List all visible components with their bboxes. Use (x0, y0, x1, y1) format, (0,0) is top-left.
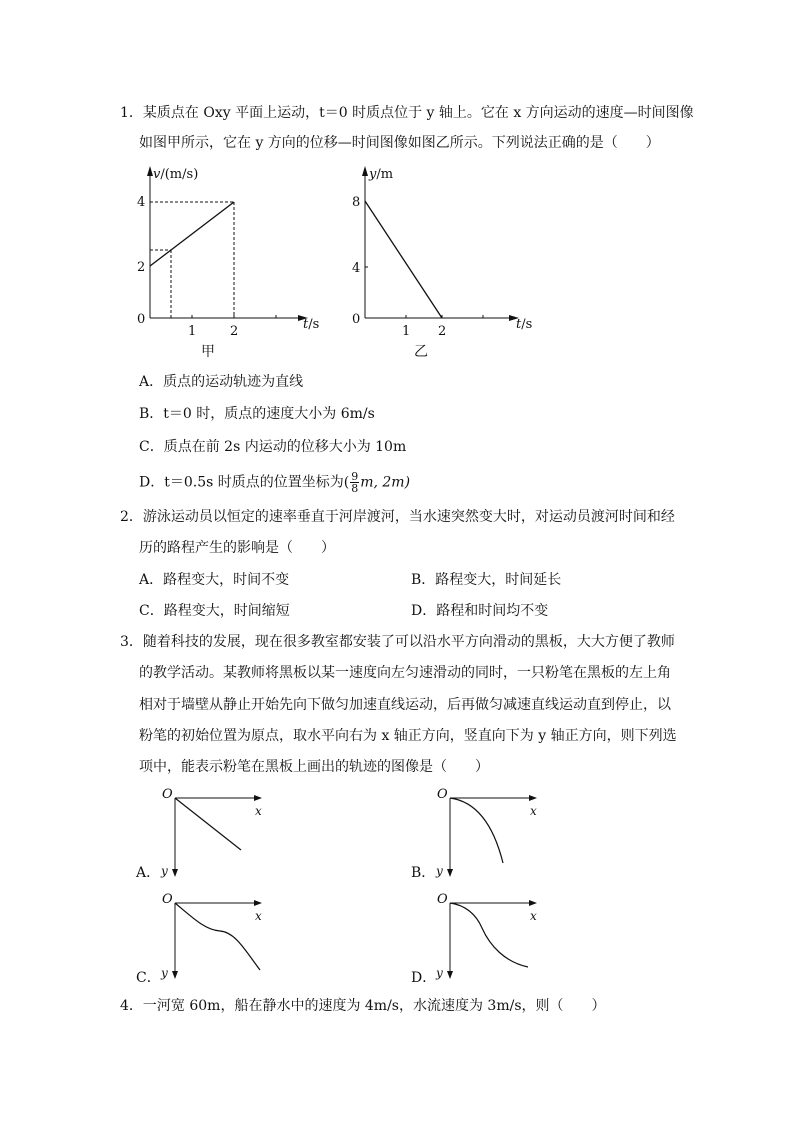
yi-xlabel: t/s (516, 317, 533, 332)
b-y-label: y (436, 864, 443, 878)
q3-graph-b[interactable] (410, 785, 550, 885)
b-curve (450, 798, 503, 863)
c-y-arrow (172, 971, 178, 979)
jia-ylabel: v/(m/s) (153, 167, 199, 182)
yi-xtick-1: 1 (402, 324, 411, 339)
d-x-arrow (529, 900, 537, 906)
graph-yi (330, 160, 550, 365)
fraction-numerator: 9 (351, 470, 359, 483)
jia-xtick-2: 2 (230, 324, 239, 339)
q1-option-d-suffix: m, 2m) (360, 474, 411, 491)
yi-ytick-4: 4 (352, 261, 361, 276)
a-option-label: A． (136, 865, 161, 881)
q3-graph-d[interactable] (410, 890, 550, 990)
q1-option-d-fraction (350, 471, 359, 494)
b-x-arrow (529, 795, 537, 801)
d-y-label: y (436, 966, 443, 980)
yi-y-arrow (362, 166, 368, 176)
jia-ytick-2: 2 (137, 260, 146, 275)
c-option-label: C． (136, 970, 161, 986)
jia-ytick-0: 0 (137, 312, 146, 327)
q2-stem-line1: 2．游泳运动员以恒定的速率垂直于河岸渡河，当水速突然变大时，对运动员渡河时间和经 (120, 509, 675, 525)
q2-option-d[interactable]: D．路程和时间均不变 (411, 603, 549, 619)
c-x-arrow (254, 900, 262, 906)
a-y-label: y (161, 864, 168, 878)
q2-option-b[interactable]: B．路程变大，时间延长 (411, 572, 562, 588)
a-x-label: x (255, 804, 262, 818)
d-y-arrow (447, 971, 453, 979)
q1-option-c[interactable]: C．质点在前 2s 内运动的位移大小为 10m (139, 439, 407, 455)
yi-ytick-0: 0 (352, 312, 361, 327)
q1-stem-line2: 如图甲所示，它在 y 方向的位移—时间图像如图乙所示。下列说法正确的是（ ） (139, 135, 660, 151)
yi-caption: 乙 (414, 344, 428, 360)
jia-caption: 甲 (201, 344, 215, 360)
q1-option-b[interactable]: B．t＝0 时，质点的速度大小为 6m/s (139, 406, 375, 422)
b-x-label: x (530, 804, 537, 818)
q1-option-a[interactable]: A．质点的运动轨迹为直线 (139, 374, 304, 390)
d-option-label: D． (411, 970, 437, 986)
fraction-denominator: 8 (351, 482, 359, 495)
d-origin: O (437, 892, 448, 907)
jia-ytick-4: 4 (137, 195, 146, 210)
q3-graph-a[interactable] (135, 785, 275, 885)
d-x-label: x (530, 909, 537, 923)
graph-jia (115, 160, 335, 365)
q3-stem-line4: 粉笔的初始位置为原点，取水平向右为 x 轴正方向，竖直向下为 y 轴正方向，则下列选 (139, 728, 677, 744)
c-y-label: y (161, 966, 168, 980)
a-x-arrow (254, 795, 262, 801)
q3-graph-c[interactable] (135, 890, 275, 990)
q4-stem-line1: 4．一河宽 60m，船在静水中的速度为 4m/s，水流速度为 3m/s，则（ ） (120, 998, 606, 1014)
q2-stem-line2: 历的路程产生的影响是（ ） (139, 540, 335, 556)
a-origin: O (162, 787, 173, 802)
yi-ylabel: y/m (369, 167, 394, 182)
yi-ytick-8: 8 (352, 195, 361, 210)
c-curve (175, 903, 260, 970)
q3-stem-line1: 3．随着科技的发展，现在很多教室都安装了可以沿水平方向滑动的黑板，大大方便了教师 (120, 634, 675, 650)
b-option-label: B． (411, 865, 436, 881)
q2-option-a[interactable]: A．路程变大，时间不变 (139, 572, 290, 588)
a-curve (175, 798, 241, 850)
yi-xtick-2: 2 (438, 324, 447, 339)
b-y-arrow (447, 869, 453, 877)
jia-xlabel: t/s (303, 317, 320, 332)
c-x-label: x (255, 909, 262, 923)
q1-stem-line1: 1．某质点在 Oxy 平面上运动，t＝0 时质点位于 y 轴上。它在 x 方向运动的速度—时间图像 (120, 105, 694, 121)
q1-option-d-prefix: D．t＝0.5s 时质点的位置坐标为( (139, 474, 350, 491)
d-curve (450, 903, 528, 967)
q2-option-c[interactable]: C．路程变大，时间缩短 (139, 603, 290, 619)
yi-data-line (365, 201, 442, 318)
jia-data-line (150, 202, 234, 266)
b-origin: O (437, 787, 448, 802)
c-origin: O (162, 892, 173, 907)
a-y-arrow (172, 869, 178, 877)
q3-stem-line2: 的教学活动。某教师将黑板以某一速度向左匀速滑动的同时，一只粉笔在黑板的左上角 (139, 665, 671, 681)
q3-stem-line3: 相对于墙壁从静止开始先向下做匀加速直线运动，后再做匀减速直线运动直到停止，以 (139, 697, 671, 713)
jia-xtick-1: 1 (188, 324, 197, 339)
q1-option-d[interactable] (139, 471, 410, 494)
q3-stem-line5: 项中，能表示粉笔在黑板上画出的轨迹的图像是（ ） (139, 759, 489, 775)
